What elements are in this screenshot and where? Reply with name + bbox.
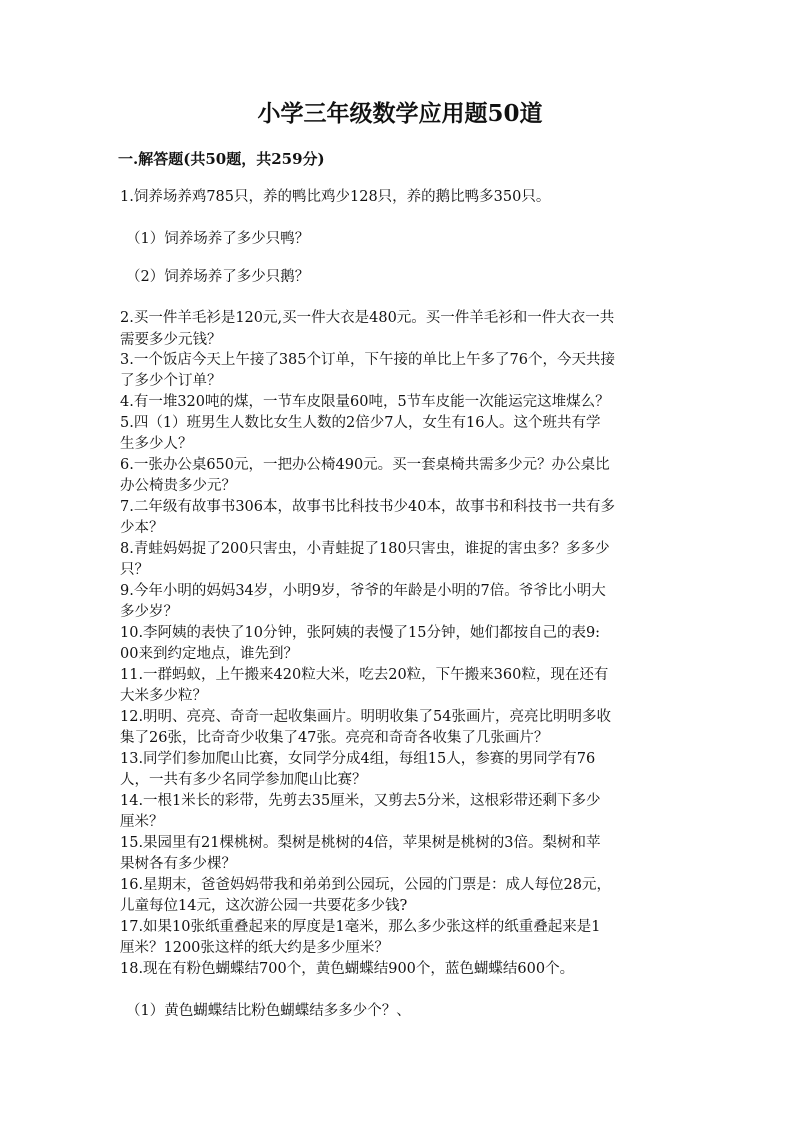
question-line: 2.买一件羊毛衫是120元,买一件大衣是480元。买一件羊毛衫和一件大衣一共 (120, 310, 615, 326)
question-line: 少本？ (120, 520, 164, 536)
question-line: 生多少人？ (120, 436, 193, 452)
question-line: 18.现在有粉色蝴蝶结700个，黄色蝴蝶结900个，蓝色蝴蝶结600个。 (120, 961, 575, 977)
question-line: 厘米？ (120, 814, 164, 830)
question-line: 6.一张办公桌650元，一把办公椅490元。买一套桌椅共需多少元？办公桌比 (120, 457, 610, 473)
question-line: 5.四（1）班男生人数比女生人数的2倍少7人，女生有16人。这个班共有学 (120, 415, 601, 431)
page-title: 小学三年级数学应用题50道 (257, 100, 543, 127)
question-line: 儿童每位14元，这次游公园一共要花多少钱? (120, 898, 408, 914)
question-line: 了多少个订单？ (120, 373, 222, 389)
question-line: 9.今年小明的妈妈34岁，小明9岁，爷爷的年龄是小明的7倍。爷爷比小明大 (120, 583, 606, 599)
question-line: 13.同学们参加爬山比赛，女同学分成4组，每组15人，参赛的男同学有76 (120, 751, 596, 767)
question-line: 16.星期末，爸爸妈妈带我和弟弟到公园玩，公园的门票是：成人每位28元， (120, 877, 612, 893)
question-line: 00来到约定地点，谁先到？ (120, 646, 298, 662)
question-line: 14.一根1米长的彩带，先剪去35厘米，又剪去5分米，这根彩带还剩下多少 (120, 793, 601, 809)
section-heading: 一.解答题(共50题，共259分) (118, 150, 325, 168)
question-line: 大米多少粒？ (120, 688, 207, 704)
question-line: 7.二年级有故事书306本，故事书比科技书少40本，故事书和科技书一共有多 (120, 499, 615, 515)
question-line: 17.如果10张纸重叠起来的厚度是1毫米，那么多少张这样的纸重叠起来是1 (120, 919, 601, 935)
question-line: 办公椅贵多少元？ (120, 478, 236, 494)
question-line: 需要多少元钱？ (120, 332, 222, 348)
question-line: 人，一共有多少名同学参加爬山比赛？ (120, 772, 367, 788)
sub-question-line: （1）饲养场养了多少只鸭？ (126, 231, 310, 247)
question-line: 果树各有多少棵？ (120, 856, 236, 872)
question-line: 3.一个饭店今天上午接了385个订单，下午接的单比上午多了76个，今天共接 (120, 352, 615, 368)
question-line: 4.有一堆320吨的煤，一节车皮限量60吨，5节车皮能一次能运完这堆煤么？ (120, 394, 610, 410)
question-line: 12.明明、亮亮、奇奇一起收集画片。明明收集了54张画片，亮亮比明明多收 (120, 709, 612, 725)
question-line: 多少岁？ (120, 604, 178, 620)
question-line: 厘米？1200张这样的纸大约是多少厘米？ (120, 940, 389, 956)
question-line: 集了26张，比奇奇少收集了47张。亮亮和奇奇各收集了几张画片？ (120, 730, 549, 746)
question-line: 10.李阿姨的表快了10分钟，张阿姨的表慢了15分钟，她们都按自己的表9: (120, 625, 601, 641)
question-line: 1.饲养场养鸡785只，养的鸭比鸡少128只，养的鹅比鸭多350只。 (120, 189, 551, 205)
question-line: 11.一群蚂蚁，上午搬来420粒大米，吃去20粒，下午搬来360粒，现在还有 (120, 667, 609, 683)
question-line: 8.青蛙妈妈捉了200只害虫，小青蛙捉了180只害虫，谁捉的害虫多？多多少 (120, 541, 610, 557)
sub-question-line: （2）饲养场养了多少只鹅？ (126, 269, 310, 285)
question-line: 15.果园里有21棵桃树。梨树是桃树的4倍，苹果树是桃树的3倍。梨树和苹 (120, 835, 601, 851)
sub-question-line: （1）黄色蝴蝶结比粉色蝴蝶结多多少个？、 (126, 1003, 411, 1019)
question-line: 只？ (120, 562, 149, 578)
